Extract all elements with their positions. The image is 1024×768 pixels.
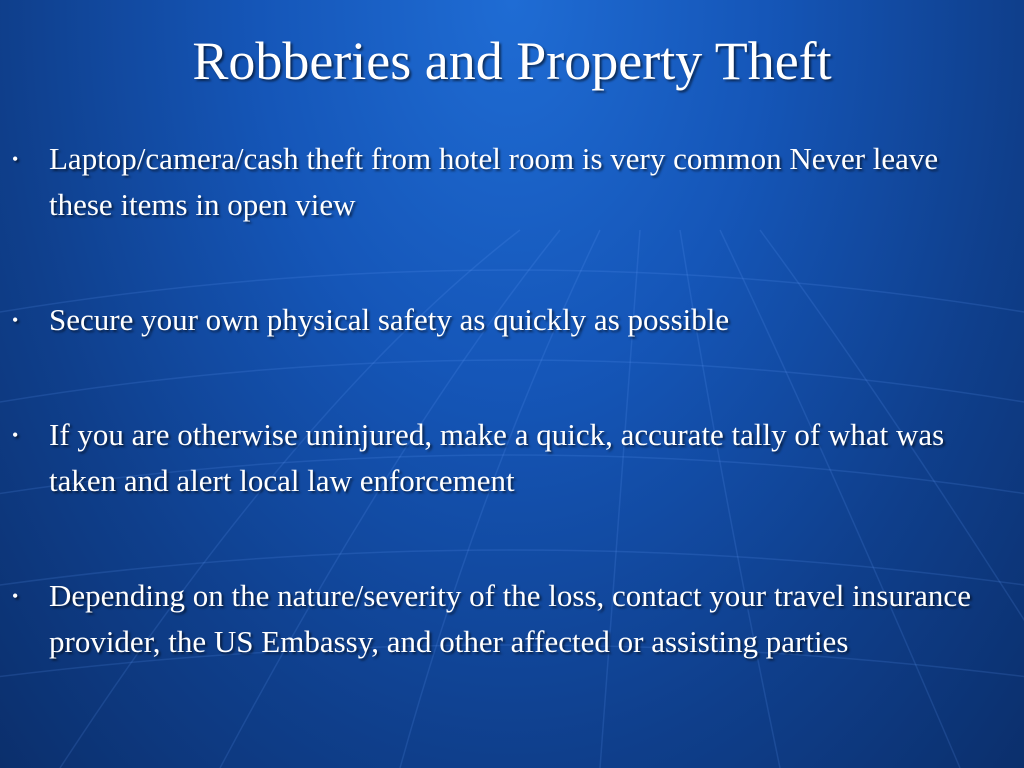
bullet-text: Secure your own physical safety as quickly as possible	[49, 302, 730, 337]
bullet-text: Depending on the nature/severity of the loss, contact your travel insurance provider, the US Embassy, and other affected or assisting parties	[49, 578, 971, 659]
bullet-item	[0, 412, 1024, 504]
bullet-item	[0, 136, 1024, 228]
bullet-icon: •	[12, 149, 19, 169]
bullet-item	[0, 297, 1024, 343]
bullet-list	[0, 136, 1024, 665]
bullet-icon: •	[12, 310, 19, 330]
bullet-icon: •	[12, 586, 19, 606]
slide-title: Robberies and Property Theft	[192, 31, 832, 91]
bullet-icon: •	[12, 425, 19, 445]
bullet-item	[0, 573, 1024, 665]
bullet-text: Laptop/camera/cash theft from hotel room is very common Never leave these items in open view	[49, 141, 939, 222]
bullet-text: If you are otherwise uninjured, make a quick, accurate tally of what was taken and alert local law enforcement	[49, 417, 945, 498]
